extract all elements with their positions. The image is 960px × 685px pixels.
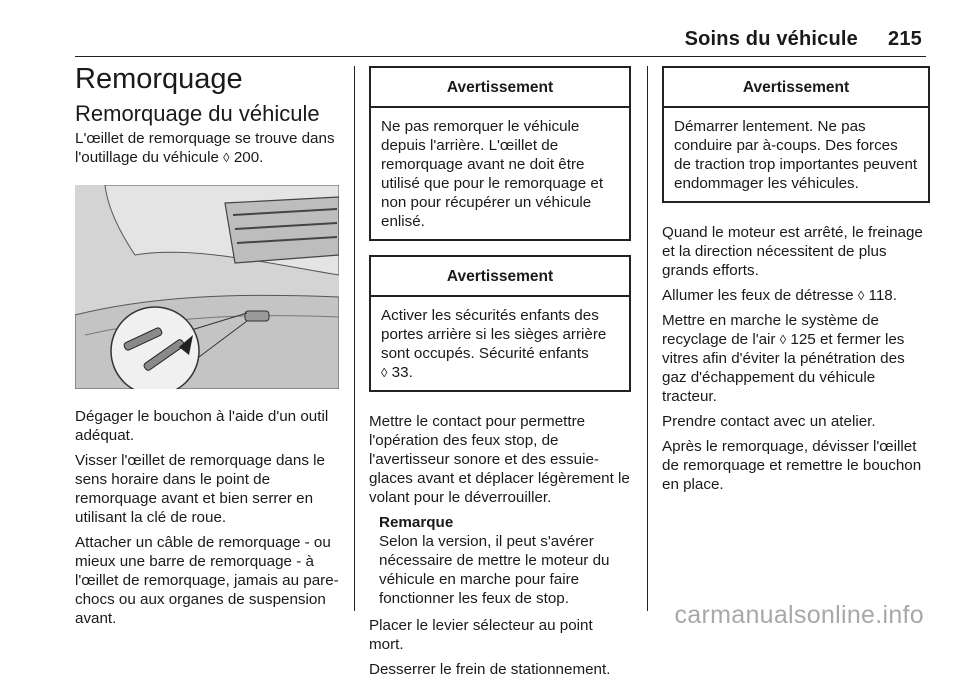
intro-text: L'œillet de remorquage se trouve dans l'outillage du véhicule xyxy=(75,130,335,166)
paragraph-2: Visser l'œillet de remorquage dans le sens horaire dans le point de remorquage avant et bien serrer en utilisant la clé de roue. xyxy=(75,452,325,526)
warning-title: Avertissement xyxy=(664,68,928,108)
paragraph-1: Mettre le contact pour permettre l'opération des feux stop, de l'avertisseur sonore et des essuie-glaces avant et déplacer légèrement le volant pour le déverrouiller. xyxy=(369,413,630,506)
paragraph-2 xyxy=(662,286,930,305)
column-divider-1 xyxy=(354,66,355,611)
warning-text: Ne pas remorquer le véhicule depuis l'arrière. L'œillet de remorquage avant ne doit être utilisé que pour le remorquage et non pour récupérer un véhicule enlisé. xyxy=(381,118,604,230)
paragraph-2-text: Allumer les feux de détresse xyxy=(662,287,854,304)
paragraph-3-text: Mettre en marche le système de recyclage de l'air xyxy=(662,312,879,348)
intro-ref[interactable]: 200. xyxy=(233,149,264,166)
page-reference-icon: ◊ xyxy=(381,365,388,380)
warning-title: Avertissement xyxy=(371,68,629,108)
warning-text xyxy=(371,297,629,390)
paragraph-3: Desserrer le frein de stationnement. xyxy=(369,661,611,678)
column-divider-2 xyxy=(647,66,648,611)
header-rule xyxy=(75,56,926,57)
warning-box-1 xyxy=(369,66,631,241)
warning-text-body: Activer les sécurités enfants des portes arrière si les sièges arrière sont occupés. Sécurité enfants xyxy=(381,307,607,362)
column-3 xyxy=(662,66,930,500)
paragraph-1: Dégager le bouchon à l'aide d'un outil adéquat. xyxy=(75,408,329,444)
section-subtitle: Remorquage du véhicule xyxy=(75,101,320,126)
paragraph-4: Prendre contact avec un atelier. xyxy=(662,413,876,430)
remark-block xyxy=(379,513,631,608)
watermark: carmanualsonline.info xyxy=(674,601,924,629)
warning-title: Avertissement xyxy=(371,257,629,297)
paragraph-2: Placer le levier sélecteur au point mort. xyxy=(369,617,593,653)
page-title: Remorquage xyxy=(75,63,243,95)
page-reference-icon: ◊ xyxy=(223,150,230,165)
page-reference-icon: ◊ xyxy=(779,332,787,347)
remark-text: Selon la version, il peut s'avérer nécessaire de mettre le moteur du véhicule en marche pour faire fonctionner les feux de stop. xyxy=(379,533,610,607)
warning-ref[interactable]: 33. xyxy=(391,364,413,381)
remark-title: Remarque xyxy=(379,514,454,531)
page-header xyxy=(685,28,922,51)
towing-eye-illustration xyxy=(75,185,339,389)
column-2 xyxy=(369,66,631,685)
warning-text: Démarrer lentement. Ne pas conduire par à-coups. Des forces de traction trop importantes peuvent endommager les véhicules. xyxy=(674,118,918,192)
paragraph-3: Attacher un câble de remorquage - ou mieux une barre de remorquage - à l'œillet de remorquage, jamais au pare-chocs ou aux organes de suspension avant. xyxy=(75,534,339,627)
paragraph-3-text-end: et fermer les vitres afin d'éviter la pénétration des gaz d'échappement du véhicule tracteur. xyxy=(662,331,905,405)
warning-box-3 xyxy=(662,66,930,203)
paragraph-5: Après le remorquage, dévisser l'œillet de remorquage et remettre le bouchon en place. xyxy=(662,438,922,493)
paragraph-2-ref[interactable]: 118. xyxy=(868,287,897,304)
paragraph-3-ref[interactable]: 125 xyxy=(790,331,816,348)
paragraph-3 xyxy=(662,311,930,406)
intro-paragraph xyxy=(75,129,341,167)
column-1 xyxy=(75,60,341,634)
section-title: Soins du véhicule xyxy=(684,28,859,50)
page-number: 215 xyxy=(888,28,922,50)
page-reference-icon: ◊ xyxy=(857,288,865,303)
car-front-illustration xyxy=(75,185,339,389)
paragraph-1: Quand le moteur est arrêté, le freinage et la direction nécessitent de plus grands efforts. xyxy=(662,224,923,279)
warning-box-2 xyxy=(369,255,631,392)
